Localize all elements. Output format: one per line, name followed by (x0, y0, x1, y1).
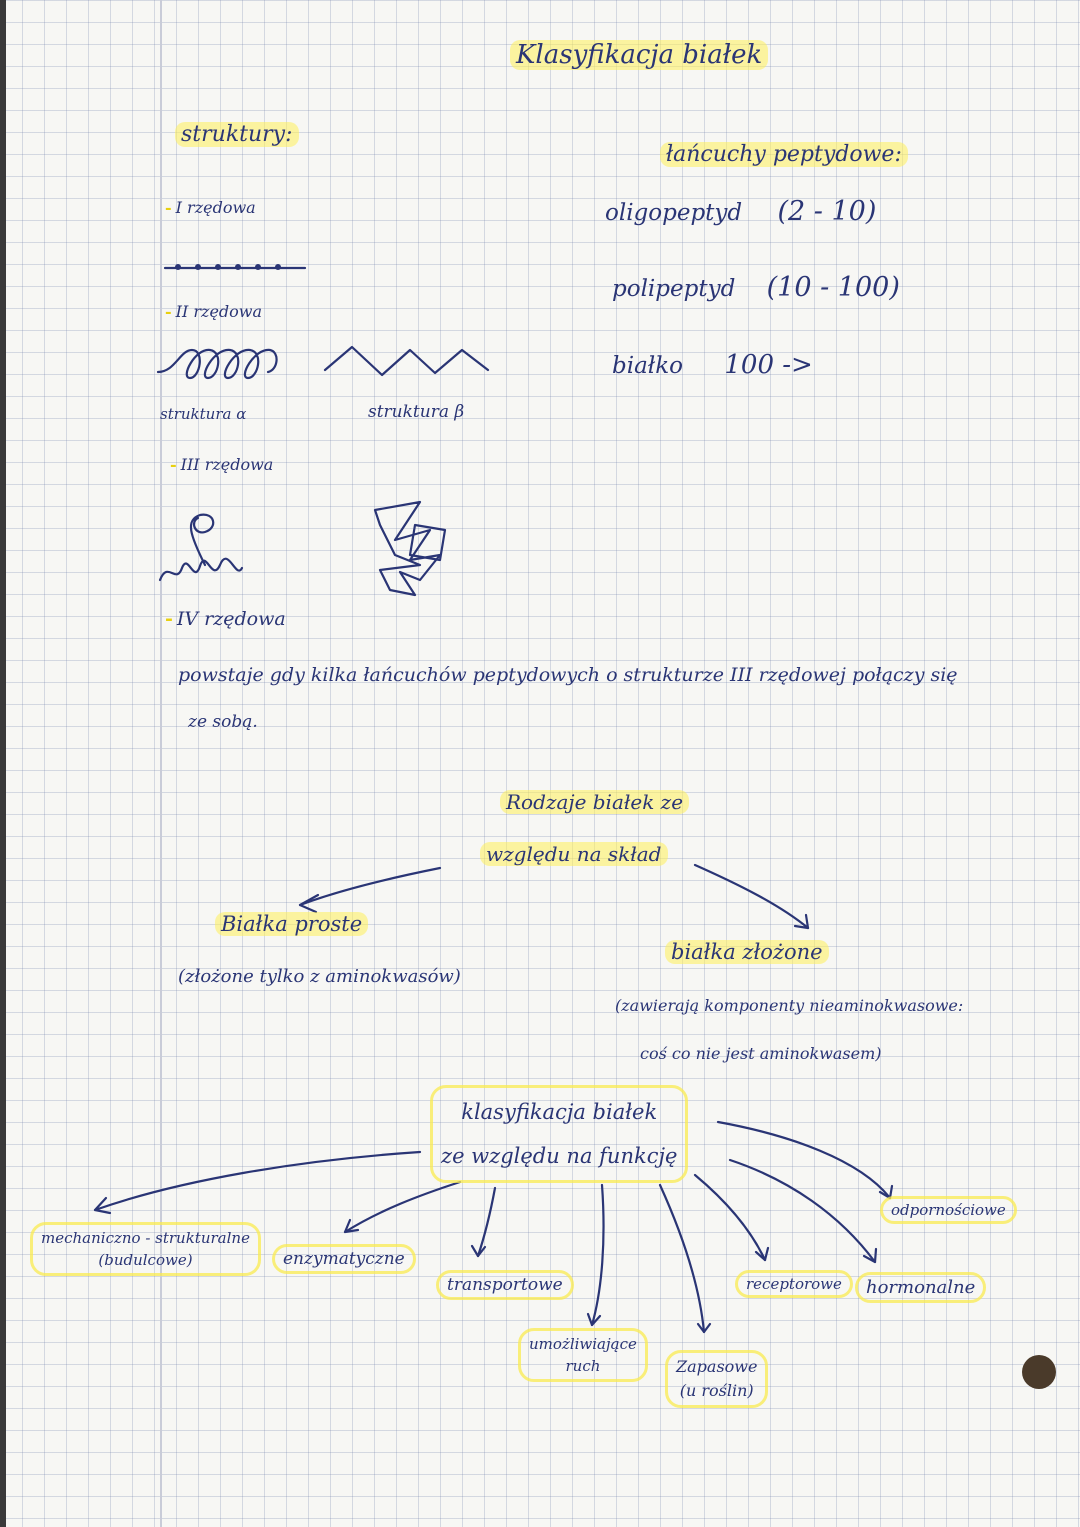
category-motion-line2: ruch (565, 1357, 601, 1375)
level-4-description-line1: powstaje gdy kilka łańcuchów peptydowych o strukturze III rzędowej połączy się (178, 664, 958, 686)
arrow-to-storage-head (698, 1324, 710, 1332)
arrow-to-motion-head (588, 1314, 600, 1325)
arrow-to-receptor-head (756, 1248, 768, 1260)
composition-heading-line1: Rodzaje białek ze (500, 790, 689, 814)
category-mechanical-line2: (budulcowe) (98, 1251, 193, 1269)
page-edge (0, 0, 6, 1527)
level-2-text: II rzędowa (175, 302, 263, 321)
punch-hole (1022, 1355, 1056, 1389)
peptide-row-oligo (605, 196, 876, 227)
level-2-label (165, 302, 262, 321)
category-storage (665, 1350, 768, 1408)
arrow-to-simple-head (300, 895, 318, 912)
arrow-to-mechanical-head (95, 1198, 110, 1213)
category-motion (518, 1328, 648, 1382)
arrow-to-mechanical (95, 1152, 420, 1210)
tertiary-squiggle-drawing (160, 515, 242, 580)
arrow-to-hormonal-head (864, 1249, 876, 1262)
complex-proteins-desc-line1: (zawierają komponenty nieaminokwasowe: (615, 996, 964, 1015)
level-4-dash: - (165, 608, 173, 630)
level-1-text: I rzędowa (175, 198, 256, 217)
arrow-to-simple (300, 868, 440, 905)
level-4-description-line2: ze sobą. (188, 712, 258, 732)
level-3-dash: - (170, 455, 177, 474)
arrow-to-transport-head (472, 1246, 485, 1256)
category-mechanical-line1: mechaniczno - strukturalne (41, 1229, 250, 1247)
category-storage-line2: (u roślin) (679, 1381, 754, 1400)
complex-proteins-desc-line2: coś co nie jest aminokwasem) (640, 1044, 882, 1063)
function-heading-line2: ze względu na funkcję (441, 1144, 678, 1168)
function-heading-line1: klasyfikacja białek (461, 1100, 658, 1124)
category-transport: transportowe (436, 1270, 574, 1300)
category-receptor: receptorowe (735, 1270, 853, 1298)
primary-chain-beads (175, 264, 281, 270)
level-1-dash: - (165, 198, 172, 217)
level-3-text: III rzędowa (180, 455, 274, 474)
category-motion-line1: umożliwiające (529, 1335, 637, 1353)
level-2-dash: - (165, 302, 172, 321)
category-mechanical (30, 1222, 261, 1276)
peptide-row-poly (612, 272, 900, 303)
function-heading (430, 1085, 688, 1183)
alpha-structure-label: struktura α (160, 405, 247, 423)
poly-range: (10 - 100) (766, 272, 900, 303)
level-1-label (165, 198, 256, 217)
oligo-range: (2 - 10) (777, 196, 877, 227)
arrow-to-motion (592, 1185, 604, 1325)
composition-heading-line2: względu na skład (480, 842, 668, 866)
level-4-label (165, 608, 286, 630)
poly-name: polipeptyd (612, 276, 736, 302)
category-hormonal: hormonalne (855, 1272, 986, 1303)
category-immune: odpornościowe (880, 1196, 1017, 1224)
arrow-to-immune (718, 1122, 890, 1198)
beta-sheet-drawing (325, 347, 488, 375)
arrow-to-complex (695, 865, 808, 928)
level-4-text: IV rzędowa (176, 608, 286, 630)
complex-proteins-title: białka złożone (665, 940, 829, 964)
tertiary-block-drawing (375, 502, 445, 595)
structures-heading (175, 122, 299, 147)
protein-range: 100 -> (724, 350, 813, 380)
arrow-to-storage (660, 1185, 704, 1332)
oligo-name: oligopeptyd (605, 200, 743, 226)
arrow-to-hormonal (730, 1160, 875, 1262)
arrow-to-complex-head (795, 915, 808, 928)
arrow-to-receptor (695, 1175, 765, 1260)
alpha-helix-drawing (158, 350, 277, 378)
page-title: Klasyfikacja białek (510, 40, 768, 70)
protein-name: białko (612, 353, 684, 379)
arrow-to-enzymatic-head (345, 1220, 358, 1232)
arrow-to-transport (478, 1188, 495, 1256)
structures-heading-text: struktury: (175, 122, 299, 147)
margin-line (160, 0, 162, 1527)
beta-structure-label: struktura β (368, 402, 465, 422)
peptides-heading: łańcuchy peptydowe: (660, 142, 908, 167)
simple-proteins-title: Białka proste (215, 912, 368, 936)
category-enzymatic: enzymatyczne (272, 1244, 416, 1274)
category-storage-line1: Zapasowe (676, 1357, 758, 1376)
peptide-row-protein (612, 350, 813, 380)
level-3-label (170, 455, 273, 474)
simple-proteins-desc: (złożone tylko z aminokwasów) (178, 966, 461, 987)
arrow-to-enzymatic (345, 1182, 460, 1232)
